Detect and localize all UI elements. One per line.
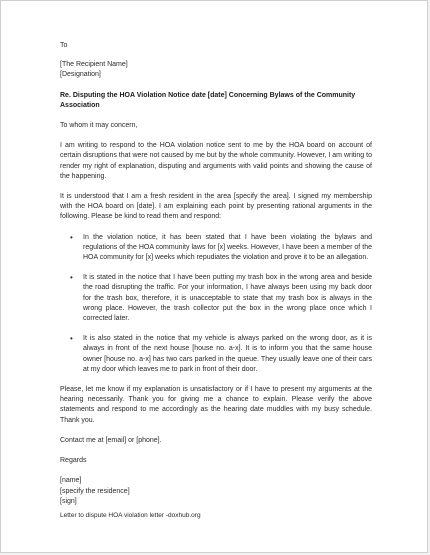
list-item-text: In the violation notice, it has been stated that I have been violating the bylaws and regulations of the HOA community laws for [x] weeks. However, I have been a member of the HOA community for [x] weeks which repudiates the violation and prove it to be an allegation. xyxy=(83,233,372,262)
list-item xyxy=(70,273,372,324)
to-label: To xyxy=(60,42,68,49)
list-item-text: It is also stated in the notice that my vehicle is always parked on the wrong door, as it is always in front of the next house [house no. a-x]. It is to inform you that the same house owner [house no. a-x] has two cars parked in the queue. They usually leave one of their cars at my door which leaves me to park in front of their door. xyxy=(83,335,372,373)
letter-body xyxy=(60,41,372,507)
regards-line: Regards xyxy=(60,457,87,465)
salutation: To whom it may concern, xyxy=(60,122,138,130)
list-item xyxy=(70,334,372,375)
bullet-icon: • xyxy=(70,232,73,242)
list-item-text: It is stated in the notice that I have been putting my trash box in the wrong area and beside the road disrupting the traffic. For your information, I have always been using my back door for the trash box, therefore, it is unacceptable to state that my trash box is always in the wrong place. However, the trash collector put the box in the wrong place once which I corrected later. xyxy=(83,274,372,323)
contact-line: Contact me at [email] or [phone]. xyxy=(60,436,162,444)
paragraph-intro: I am writing to respond to the HOA violation notice sent to me by the HOA board on account of certain disruptions that were not caused by me but by the whole community. However, I am writing to render my right of explanation, disputing and arguments with valid points and showing the cause of the happening. xyxy=(60,142,372,180)
bullet-icon: • xyxy=(70,334,73,344)
page-footer: Letter to dispute HOA violation letter -doxhub.org xyxy=(60,512,201,519)
signature-name: [name] xyxy=(60,477,82,485)
closing-paragraph: Please, let me know if my explanation is unsatisfactory or if I have to present my arguments at the hearing necessarily. Thank you for giving me a chance to explain. Please verify the above statements and respond to me accordingly as the hearing date muddles with my busy schedule. Thank you. xyxy=(60,386,372,424)
signature-residence: [specify the residence] xyxy=(60,487,130,495)
bullet-icon: • xyxy=(70,273,73,283)
signature-sign: [sign] xyxy=(60,497,77,505)
list-item xyxy=(70,232,372,264)
paragraph-context: It is understood that I am a fresh resident in the area [specify the area]. I signed my membership with the HOA board on [date]. I am explaining each point by presenting rational arguments in the following. Please be kind to read them and respond: xyxy=(60,193,372,221)
recipient-name: [The Recipient Name] xyxy=(60,61,128,69)
argument-list xyxy=(60,233,372,375)
recipient-designation: [Designation] xyxy=(60,71,101,79)
subject-line: Re. Disputing the HOA Violation Notice date [date] Concerning Bylaws of the Community Association xyxy=(60,91,356,109)
